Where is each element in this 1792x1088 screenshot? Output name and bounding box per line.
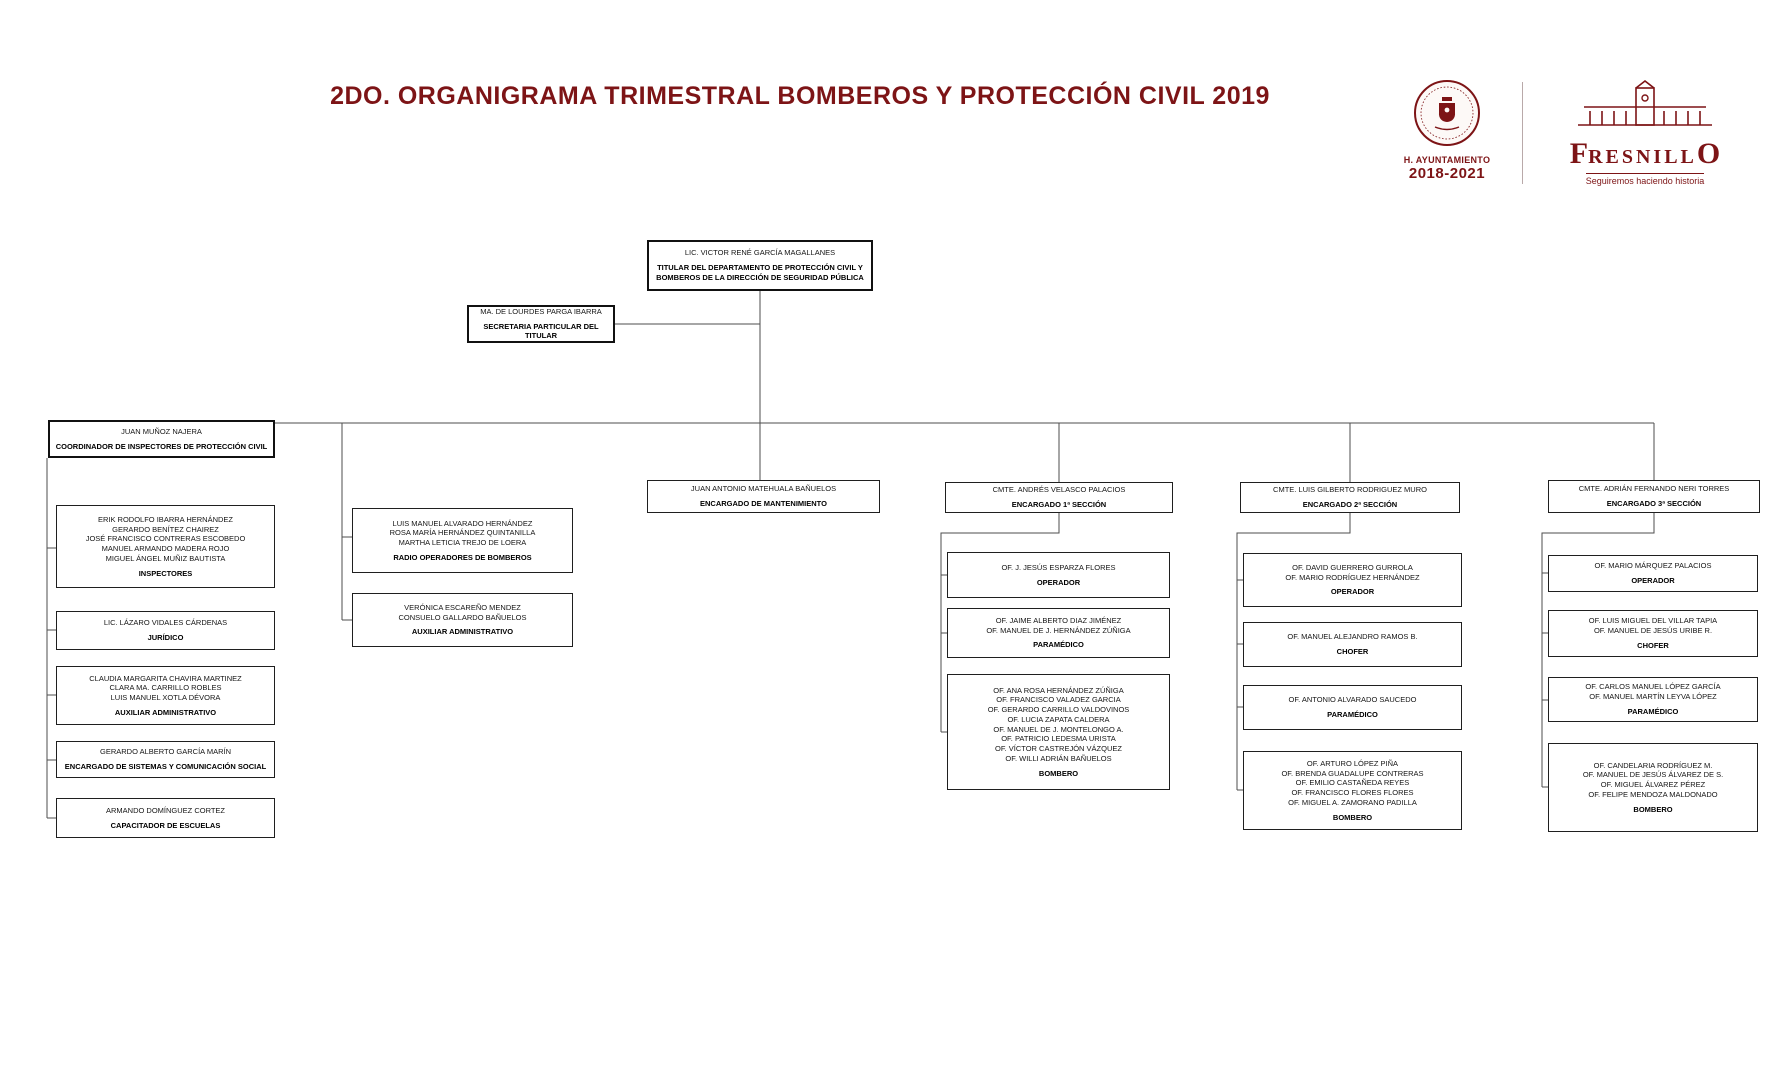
role-label: TITULAR DEL DEPARTAMENTO DE PROTECCIÓN CIVIL Y BOMBEROS DE LA DIRECCIÓN DE SEGURIDAD PÚBLICA xyxy=(656,263,864,282)
org-node-seccion1-bombero xyxy=(947,674,1170,790)
role-label: CHOFER xyxy=(1336,647,1369,656)
fresnillo-tagline: Seguiremos haciendo historia xyxy=(1586,173,1705,186)
person-name: OF. MANUEL DE J. HERNÁNDEZ ZÚÑIGA xyxy=(986,625,1131,635)
person-name: MA. DE LOURDES PARGA IBARRA xyxy=(480,306,602,316)
person-name: ERIK RODOLFO IBARRA HERNÁNDEZ xyxy=(97,514,233,524)
wordmark-middle: RESNILL xyxy=(1588,146,1697,168)
person-names xyxy=(1273,485,1427,495)
person-names xyxy=(121,427,202,437)
person-name: CMTE. LUIS GILBERTO RODRIGUEZ MURO xyxy=(1273,485,1427,495)
person-name: OF. ANA ROSA HERNÁNDEZ ZÚÑIGA xyxy=(993,685,1124,695)
role-label: CAPACITADOR DE ESCUELAS xyxy=(110,820,221,830)
person-name: CMTE. ADRIÁN FERNANDO NERI TORRES xyxy=(1578,484,1730,494)
wordmark-first-letter: F xyxy=(1569,137,1589,170)
person-name: OF. WILLI ADRIÁN BAÑUELOS xyxy=(1005,753,1112,763)
role-label: ENCARGADO DE MANTENIMIENTO xyxy=(700,499,827,508)
person-names xyxy=(993,485,1126,495)
person-name: LIC. LÁZARO VIDALES CÁRDENAS xyxy=(103,618,228,628)
role-label: AUXILIAR ADMINISTRATIVO xyxy=(411,627,514,637)
person-names xyxy=(1579,484,1730,494)
person-name: JOSÉ FRANCISCO CONTRERAS ESCOBEDO xyxy=(85,534,246,544)
person-name: LUIS MANUEL XOTLA DÉVORA xyxy=(110,693,221,702)
person-name: CLARA MA. CARRILLO ROBLES xyxy=(109,683,222,693)
org-node-seccion2-paramedico xyxy=(1243,685,1462,730)
person-name: OF. ANTONIO ALVARADO SAUCEDO xyxy=(1288,695,1417,705)
person-name: OF. GERARDO CARRILLO VALDOVINOS xyxy=(987,705,1130,715)
role-label: PARAMÉDICO xyxy=(1327,710,1378,719)
wordmark-last-letter: O xyxy=(1696,137,1721,170)
person-names xyxy=(100,747,231,757)
person-name: OF. CARLOS MANUEL LÓPEZ GARCÍA xyxy=(1585,682,1721,692)
person-names xyxy=(691,484,836,494)
org-node-seccion1-paramedico xyxy=(947,608,1170,658)
person-names xyxy=(986,616,1130,636)
person-name: LIC. VICTOR RENÉ GARCÍA MAGALLANES xyxy=(684,248,836,258)
person-name: OF. VÍCTOR CASTREJÓN VÁZQUEZ xyxy=(995,744,1122,754)
org-node-inspectores xyxy=(56,505,275,588)
org-node-seccion2-header xyxy=(1240,482,1460,513)
person-names xyxy=(988,686,1130,764)
person-name: OF. MANUEL DE JESÚS URIBE R. xyxy=(1593,626,1713,636)
person-name: LUIS MANUEL ALVARADO HERNÁNDEZ xyxy=(392,518,533,528)
person-name: OF. MANUEL ALEJANDRO RAMOS B. xyxy=(1287,632,1418,642)
person-names xyxy=(1281,759,1423,808)
person-name: OF. MANUEL DE J. MONTELONGO A. xyxy=(993,724,1124,734)
role-label: JURÍDICO xyxy=(147,633,184,642)
person-name: MANUEL ARMANDO MADERA ROJO xyxy=(101,544,230,553)
person-name: MARTHA LETICIA TREJO DE LOERA xyxy=(398,538,527,547)
person-name: CMTE. ANDRÉS VELASCO PALACIOS xyxy=(992,485,1126,495)
role-label: INSPECTORES xyxy=(138,568,193,578)
role-label: BOMBERO xyxy=(1633,804,1673,814)
person-names xyxy=(1589,616,1717,636)
person-names xyxy=(106,806,225,816)
person-name: OF. CANDELARIA RODRÍGUEZ M. xyxy=(1593,760,1713,770)
person-name: OF. J. JESÚS ESPARZA FLORES xyxy=(1001,562,1116,572)
person-names xyxy=(1001,563,1115,573)
org-node-radio-operadores xyxy=(352,508,573,573)
person-names xyxy=(89,674,242,703)
person-names xyxy=(104,618,227,628)
person-name: OF. LUIS MIGUEL DEL VILLAR TAPIA xyxy=(1588,616,1718,626)
person-name: OF. LUCIA ZAPATA CALDERA xyxy=(1007,714,1110,724)
person-name: CONSUELO GALLARDO BAÑUELOS xyxy=(398,612,527,622)
org-node-seccion3-bombero xyxy=(1548,743,1758,832)
role-label: ENCARGADO DE SISTEMAS Y COMUNICACIÓN SOCIAL xyxy=(64,762,267,771)
role-label: SECRETARIA PARTICULAR DEL TITULAR xyxy=(483,321,599,341)
org-node-juridico xyxy=(56,611,275,650)
org-node-seccion2-bombero xyxy=(1243,751,1462,830)
person-name: OF. MIGUEL ÁLVAREZ PÉREZ xyxy=(1600,780,1706,790)
person-name: OF. EMILIO CASTAÑEDA REYES xyxy=(1295,778,1410,788)
role-label: ENCARGADO 2ª SECCIÓN xyxy=(1302,500,1398,509)
org-node-seccion3-header xyxy=(1548,480,1760,513)
seal-caption: H. AYUNTAMIENTO xyxy=(1403,155,1491,165)
role-label: BOMBERO xyxy=(1038,768,1079,778)
org-node-auxiliar-administrativo-2 xyxy=(352,593,573,647)
person-name: CLAUDIA MARGARITA CHAVIRA MARTINEZ xyxy=(89,673,242,683)
person-name: ARMANDO DOMÍNGUEZ CORTEZ xyxy=(105,805,226,815)
person-name: JUAN ANTONIO MATEHUALA BAÑUELOS xyxy=(690,484,837,494)
org-node-auxiliar-administrativo-1 xyxy=(56,666,275,725)
org-node-seccion2-operador xyxy=(1243,553,1462,607)
person-names xyxy=(390,519,536,548)
person-name: OF. MARIO RODRÍGUEZ HERNÁNDEZ xyxy=(1285,572,1420,582)
org-node-mantenimiento xyxy=(647,480,880,513)
org-node-seccion3-chofer xyxy=(1548,610,1758,657)
person-name: OF. MIGUEL A. ZAMORANO PADILLA xyxy=(1288,797,1417,807)
org-node-coordinador xyxy=(48,420,275,458)
person-name: OF. FELIPE MENDOZA MALDONADO xyxy=(1588,789,1718,799)
org-node-sistemas xyxy=(56,741,275,778)
role-label: BOMBERO xyxy=(1332,812,1373,822)
person-name: OF. FRANCISCO VALADEZ GARCIA xyxy=(996,695,1121,705)
role-label: OPERADOR xyxy=(1330,587,1375,597)
role-label: OPERADOR xyxy=(1631,576,1675,585)
person-names xyxy=(1289,695,1417,705)
person-names xyxy=(1285,563,1419,583)
org-node-secretaria xyxy=(467,305,615,343)
person-name: MIGUEL ÁNGEL MUÑIZ BAUTISTA xyxy=(105,553,226,563)
org-node-seccion3-paramedico xyxy=(1548,677,1758,722)
role-label: PARAMÉDICO xyxy=(1033,640,1084,650)
role-label: AUXILIAR ADMINISTRATIVO xyxy=(114,707,217,717)
person-name: OF. JAIME ALBERTO DIAZ JIMÉNEZ xyxy=(995,615,1122,625)
role-label: ENCARGADO 3ª SECCIÓN xyxy=(1606,499,1702,508)
person-name: OF. DAVID GUERRERO GURROLA xyxy=(1292,562,1413,572)
person-name: ROSA MARÍA HERNÁNDEZ QUINTANILLA xyxy=(389,528,536,538)
person-names xyxy=(1595,561,1712,571)
person-name: OF. MANUEL DE JESÚS ÁLVAREZ DE S. xyxy=(1582,770,1724,780)
org-node-seccion3-operador xyxy=(1548,555,1758,592)
person-names xyxy=(685,248,835,258)
role-label: CHOFER xyxy=(1637,640,1669,650)
org-node-titular xyxy=(647,240,873,291)
person-name: VERÓNICA ESCAREÑO MENDEZ xyxy=(404,602,521,612)
person-name: GERARDO BENÍTEZ CHAIREZ xyxy=(112,524,219,534)
person-names xyxy=(1583,761,1723,800)
org-node-seccion1-header xyxy=(945,482,1173,513)
person-name: JUAN MUÑOZ NAJERA xyxy=(121,426,202,436)
org-node-seccion1-operador xyxy=(947,552,1170,598)
person-name: OF. BRENDA GUADALUPE CONTRERAS xyxy=(1281,768,1424,778)
role-label: PARAMÉDICO xyxy=(1627,706,1679,716)
person-names xyxy=(1287,632,1417,642)
person-name: OF. MARIO MÁRQUEZ PALACIOS xyxy=(1594,561,1712,571)
org-node-capacitador xyxy=(56,798,275,838)
person-name: OF. ARTURO LÓPEZ PIÑA xyxy=(1306,758,1399,768)
person-names xyxy=(480,307,602,317)
person-names xyxy=(1585,682,1720,702)
person-name: GERARDO ALBERTO GARCÍA MARÍN xyxy=(99,747,231,757)
person-name: OF. FRANCISCO FLORES FLORES xyxy=(1291,788,1414,797)
page-title: 2DO. ORGANIGRAMA TRIMESTRAL BOMBEROS Y PROTECCIÓN CIVIL 2019 xyxy=(330,82,1270,110)
role-label: OPERADOR xyxy=(1036,577,1081,587)
role-label: RADIO OPERADORES DE BOMBEROS xyxy=(393,552,532,562)
org-node-seccion2-chofer xyxy=(1243,622,1462,667)
person-name: OF. MANUEL MARTÍN LEYVA LÓPEZ xyxy=(1589,692,1717,702)
person-name: OF. PATRICIO LEDESMA URISTA xyxy=(1001,734,1116,744)
role-label: ENCARGADO 1ª SECCIÓN xyxy=(1011,500,1107,509)
person-names xyxy=(399,603,527,623)
seal-years: 2018-2021 xyxy=(1408,165,1486,182)
person-names xyxy=(86,515,246,564)
role-label: COORDINADOR DE INSPECTORES DE PROTECCIÓN CIVIL xyxy=(55,441,268,451)
